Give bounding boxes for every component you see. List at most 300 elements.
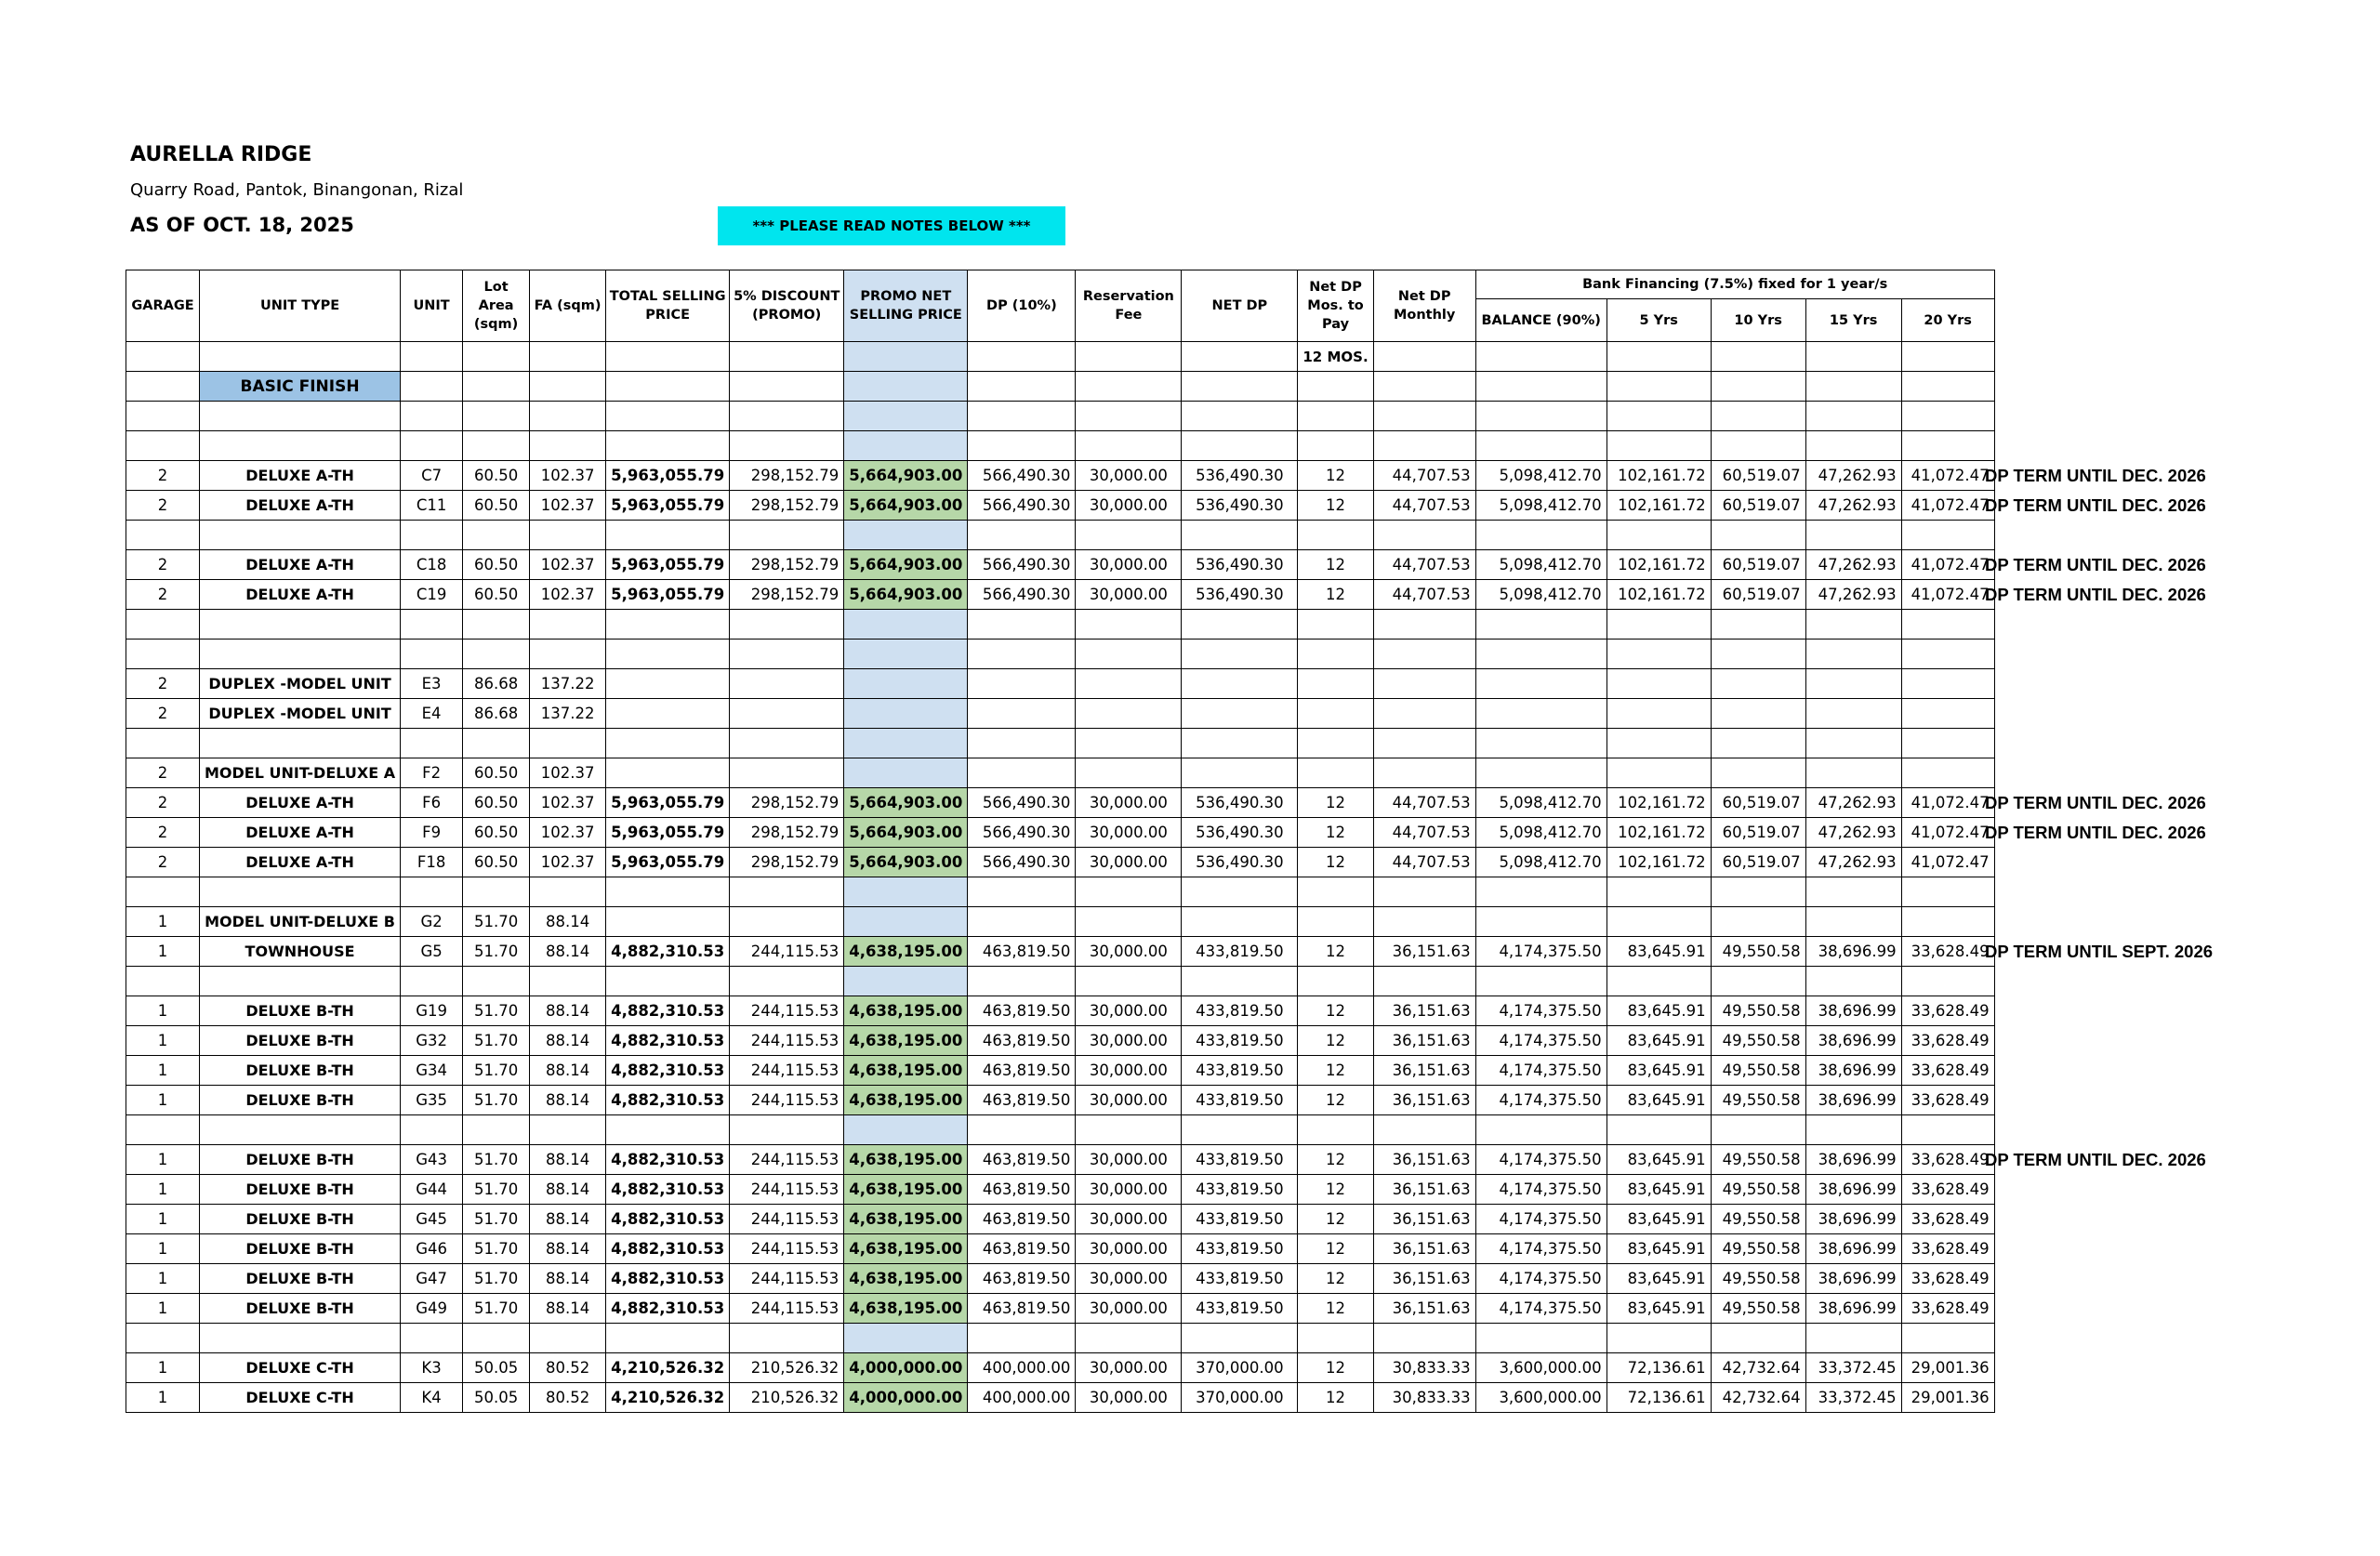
promo-net-selling-price-cell: 4,638,195.00 [844,1026,968,1056]
net-dp-cell [1182,699,1298,729]
net-dp-monthly-cell [1373,907,1475,937]
unit-type-cell: MODEL UNIT-DELUXE B [200,907,401,937]
mos-to-pay-cell: 12 [1298,1353,1373,1383]
total-selling-price-cell [606,699,730,729]
five-yrs-cell: 102,161.72 [1606,461,1711,491]
garage-cell: 2 [126,848,200,877]
total-selling-price-cell: 5,963,055.79 [606,491,730,521]
net-dp-cell: 433,819.50 [1182,1294,1298,1324]
twenty-yrs-cell: 33,628.49 [1901,1205,1994,1234]
lot-area-cell: 51.70 [463,1026,530,1056]
unit-type-cell: DELUXE B-TH [200,1294,401,1324]
ten-yrs-cell: 60,519.07 [1711,580,1805,610]
net-dp-monthly-cell: 44,707.53 [1373,580,1475,610]
unit-type-cell: DELUXE B-TH [200,1234,401,1264]
unit-type-cell: MODEL UNIT-DELUXE A [200,758,401,788]
total-selling-price-cell [606,907,730,937]
mos-to-pay-cell: 12 [1298,580,1373,610]
balance-cell: 4,174,375.50 [1475,1086,1606,1115]
mos-to-pay-cell [1298,758,1373,788]
twenty-yrs-cell [1901,669,1994,699]
discount-cell: 298,152.79 [730,491,844,521]
ten-yrs-cell: 49,550.58 [1711,1026,1805,1056]
col-header-bank-financing: Bank Financing (7.5%) fixed for 1 year/s [1475,270,1994,299]
dp-cell [968,758,1076,788]
net-dp-cell: 370,000.00 [1182,1353,1298,1383]
total-selling-price-cell: 5,963,055.79 [606,550,730,580]
spacer-row [126,1324,1995,1353]
dp-cell: 566,490.30 [968,550,1076,580]
lot-area-cell: 60.50 [463,818,530,848]
net-dp-monthly-cell: 36,151.63 [1373,1294,1475,1324]
project-address: Quarry Road, Pantok, Binangonan, Rizal [130,180,464,200]
promo-net-selling-price-cell: 4,638,195.00 [844,1145,968,1175]
fa-cell: 88.14 [530,1175,606,1205]
garage-cell: 1 [126,1383,200,1413]
table-row [126,848,1995,877]
unit-cell: F18 [401,848,463,877]
table-row [126,818,1995,848]
balance-cell: 5,098,412.70 [1475,848,1606,877]
garage-cell: 1 [126,1056,200,1086]
col-header-net-dp: NET DP [1182,270,1298,342]
table-row [126,996,1995,1026]
dp-cell [968,669,1076,699]
five-yrs-cell: 102,161.72 [1606,848,1711,877]
unit-type-cell: DELUXE B-TH [200,1026,401,1056]
unit-cell: G19 [401,996,463,1026]
col-header-dp: DP (10%) [968,270,1076,342]
reservation-fee-cell: 30,000.00 [1076,1383,1182,1413]
dp-cell: 463,819.50 [968,1026,1076,1056]
dp-cell: 463,819.50 [968,1175,1076,1205]
lot-area-cell: 51.70 [463,1294,530,1324]
lot-area-cell: 51.70 [463,1145,530,1175]
garage-cell: 2 [126,550,200,580]
net-dp-monthly-cell: 36,151.63 [1373,1234,1475,1264]
net-dp-cell: 433,819.50 [1182,937,1298,967]
net-dp-cell: 370,000.00 [1182,1383,1298,1413]
dp-term-note: DP TERM UNTIL DEC. 2026 [1985,554,2206,574]
net-dp-cell: 433,819.50 [1182,1026,1298,1056]
five-yrs-cell: 83,645.91 [1606,1294,1711,1324]
total-selling-price-cell: 5,963,055.79 [606,848,730,877]
lot-area-cell: 60.50 [463,550,530,580]
unit-cell: G44 [401,1175,463,1205]
dp-term-note: DP TERM UNTIL DEC. 2026 [1985,494,2206,515]
mos-to-pay-cell [1298,669,1373,699]
col-header-mos-to-pay: Net DP Mos. to Pay [1298,270,1373,342]
discount-cell: 244,115.53 [730,1264,844,1294]
col-header-20-yrs: 20 Yrs [1901,299,1994,342]
reservation-fee-cell [1076,758,1182,788]
col-header-unit-type: UNIT TYPE [200,270,401,342]
lot-area-cell: 51.70 [463,937,530,967]
promo-net-selling-price-cell: 5,664,903.00 [844,491,968,521]
ten-yrs-cell [1711,699,1805,729]
dp-cell: 463,819.50 [968,1145,1076,1175]
five-yrs-cell: 72,136.61 [1606,1383,1711,1413]
fa-cell: 102.37 [530,818,606,848]
garage-cell: 1 [126,1234,200,1264]
unit-type-cell: DUPLEX -MODEL UNIT [200,699,401,729]
reservation-fee-cell: 30,000.00 [1076,848,1182,877]
table-row [126,1086,1995,1115]
discount-cell: 298,152.79 [730,848,844,877]
total-selling-price-cell: 4,882,310.53 [606,996,730,1026]
reservation-fee-cell: 30,000.00 [1076,1145,1182,1175]
promo-net-selling-price-cell: 4,000,000.00 [844,1383,968,1413]
twenty-yrs-cell: 41,072.47 [1901,550,1994,580]
promo-net-selling-price-cell [844,907,968,937]
table-row [126,491,1995,521]
mos-to-pay-cell: 12 [1298,818,1373,848]
five-yrs-cell [1606,758,1711,788]
five-yrs-cell: 83,645.91 [1606,1026,1711,1056]
unit-cell: G46 [401,1234,463,1264]
table-row [126,580,1995,610]
balance-cell [1475,907,1606,937]
reservation-fee-cell: 30,000.00 [1076,1205,1182,1234]
garage-cell: 1 [126,1086,200,1115]
five-yrs-cell: 83,645.91 [1606,996,1711,1026]
fa-cell: 80.52 [530,1383,606,1413]
lot-area-cell: 60.50 [463,491,530,521]
net-dp-cell: 433,819.50 [1182,1175,1298,1205]
balance-cell: 4,174,375.50 [1475,1234,1606,1264]
fa-cell: 88.14 [530,937,606,967]
ten-yrs-cell: 49,550.58 [1711,1205,1805,1234]
balance-cell: 4,174,375.50 [1475,1294,1606,1324]
net-dp-monthly-cell: 36,151.63 [1373,937,1475,967]
spacer-row [126,610,1995,640]
spacer-row [126,402,1995,431]
lot-area-cell: 51.70 [463,1086,530,1115]
ten-yrs-cell: 49,550.58 [1711,937,1805,967]
ten-yrs-cell: 49,550.58 [1711,1056,1805,1086]
reservation-fee-cell: 30,000.00 [1076,788,1182,818]
lot-area-cell: 51.70 [463,1056,530,1086]
lot-area-cell: 86.68 [463,669,530,699]
unit-type-cell: TOWNHOUSE [200,937,401,967]
fifteen-yrs-cell: 38,696.99 [1805,996,1901,1026]
fifteen-yrs-cell: 38,696.99 [1805,1294,1901,1324]
mos-to-pay-cell: 12 [1298,1056,1373,1086]
discount-cell: 244,115.53 [730,1234,844,1264]
twenty-yrs-cell: 33,628.49 [1901,1294,1994,1324]
fifteen-yrs-cell [1805,669,1901,699]
dp-cell: 400,000.00 [968,1383,1076,1413]
twenty-yrs-cell: 33,628.49 [1901,996,1994,1026]
mos-to-pay-cell: 12 [1298,1383,1373,1413]
total-selling-price-cell: 4,882,310.53 [606,1205,730,1234]
ten-yrs-cell: 60,519.07 [1711,550,1805,580]
fifteen-yrs-cell: 38,696.99 [1805,937,1901,967]
unit-type-cell: DELUXE A-TH [200,491,401,521]
promo-net-selling-price-cell: 4,638,195.00 [844,1234,968,1264]
balance-cell: 3,600,000.00 [1475,1353,1606,1383]
fa-cell: 88.14 [530,996,606,1026]
fifteen-yrs-cell: 33,372.45 [1805,1383,1901,1413]
dp-cell: 463,819.50 [968,1205,1076,1234]
reservation-fee-cell: 30,000.00 [1076,818,1182,848]
net-dp-cell: 536,490.30 [1182,818,1298,848]
total-selling-price-cell: 4,882,310.53 [606,937,730,967]
total-selling-price-cell: 5,963,055.79 [606,461,730,491]
promo-net-selling-price-cell: 4,638,195.00 [844,1056,968,1086]
table-row [126,461,1995,491]
dp-term-note: DP TERM UNTIL DEC. 2026 [1985,1149,2206,1169]
five-yrs-cell: 83,645.91 [1606,1234,1711,1264]
ten-yrs-cell: 60,519.07 [1711,491,1805,521]
dp-cell: 566,490.30 [968,818,1076,848]
col-header-10-yrs: 10 Yrs [1711,299,1805,342]
mos-to-pay-cell: 12 [1298,491,1373,521]
reservation-fee-cell: 30,000.00 [1076,937,1182,967]
balance-cell: 5,098,412.70 [1475,818,1606,848]
net-dp-monthly-cell: 44,707.53 [1373,788,1475,818]
fa-cell: 88.14 [530,1056,606,1086]
five-yrs-cell: 102,161.72 [1606,580,1711,610]
garage-cell: 1 [126,1353,200,1383]
balance-cell [1475,758,1606,788]
unit-type-cell: DELUXE A-TH [200,788,401,818]
lot-area-cell: 60.50 [463,580,530,610]
lot-area-cell: 60.50 [463,848,530,877]
five-yrs-cell: 83,645.91 [1606,1145,1711,1175]
promo-net-selling-price-cell: 5,664,903.00 [844,580,968,610]
net-dp-cell: 536,490.30 [1182,788,1298,818]
five-yrs-cell: 102,161.72 [1606,818,1711,848]
table-row [126,937,1995,967]
garage-cell: 2 [126,580,200,610]
total-selling-price-cell: 5,963,055.79 [606,818,730,848]
twenty-yrs-cell [1901,699,1994,729]
unit-cell: E3 [401,669,463,699]
dp-term-note: DP TERM UNTIL DEC. 2026 [1985,584,2206,604]
promo-net-selling-price-cell: 4,638,195.00 [844,1086,968,1115]
table-row [126,1056,1995,1086]
table-row [126,1026,1995,1056]
spacer-row [126,431,1995,461]
fa-cell: 88.14 [530,1294,606,1324]
promo-net-selling-price-cell: 4,638,195.00 [844,1205,968,1234]
balance-cell: 4,174,375.50 [1475,1145,1606,1175]
total-selling-price-cell: 4,210,526.32 [606,1383,730,1413]
ten-yrs-cell: 49,550.58 [1711,1264,1805,1294]
fifteen-yrs-cell: 38,696.99 [1805,1056,1901,1086]
dp-cell: 463,819.50 [968,937,1076,967]
unit-cell: G2 [401,907,463,937]
balance-cell: 4,174,375.50 [1475,1056,1606,1086]
table-row [126,907,1995,937]
five-yrs-cell: 83,645.91 [1606,1086,1711,1115]
discount-cell: 210,526.32 [730,1353,844,1383]
lot-area-cell: 50.05 [463,1383,530,1413]
reservation-fee-cell: 30,000.00 [1076,1026,1182,1056]
table-row [126,1264,1995,1294]
table-row [126,1205,1995,1234]
five-yrs-cell [1606,699,1711,729]
fifteen-yrs-cell: 38,696.99 [1805,1264,1901,1294]
garage-cell: 2 [126,758,200,788]
net-dp-cell [1182,907,1298,937]
notes-banner: *** PLEASE READ NOTES BELOW *** [718,206,1065,245]
col-header-discount: 5% DISCOUNT (PROMO) [730,270,844,342]
lot-area-cell: 60.50 [463,461,530,491]
mos-to-pay-cell: 12 [1298,1145,1373,1175]
ten-yrs-cell: 42,732.64 [1711,1383,1805,1413]
fa-cell: 102.37 [530,848,606,877]
balance-cell: 5,098,412.70 [1475,550,1606,580]
discount-cell [730,758,844,788]
balance-cell: 4,174,375.50 [1475,1264,1606,1294]
unit-cell: G49 [401,1294,463,1324]
section-basic-finish: BASIC FINISH [200,372,401,402]
reservation-fee-cell: 30,000.00 [1076,491,1182,521]
total-selling-price-cell: 4,882,310.53 [606,1026,730,1056]
net-dp-cell: 536,490.30 [1182,491,1298,521]
dp-cell: 566,490.30 [968,788,1076,818]
twenty-yrs-cell: 33,628.49 [1901,1026,1994,1056]
promo-net-selling-price-cell: 4,638,195.00 [844,937,968,967]
mos-to-pay-cell [1298,699,1373,729]
ten-yrs-cell [1711,669,1805,699]
dp-cell: 463,819.50 [968,996,1076,1026]
price-list-table [126,270,1995,1413]
total-selling-price-cell: 4,882,310.53 [606,1175,730,1205]
dp-term-note: DP TERM UNTIL DEC. 2026 [1985,822,2206,842]
balance-cell [1475,699,1606,729]
garage-cell: 1 [126,996,200,1026]
unit-cell: G35 [401,1086,463,1115]
total-selling-price-cell: 5,963,055.79 [606,580,730,610]
dp-cell: 566,490.30 [968,848,1076,877]
spacer-row [126,1115,1995,1145]
table-row [126,669,1995,699]
mos-to-pay-cell: 12 [1298,1264,1373,1294]
table-row [126,758,1995,788]
lot-area-cell: 50.05 [463,1353,530,1383]
garage-cell: 2 [126,491,200,521]
reservation-fee-cell: 30,000.00 [1076,1294,1182,1324]
promo-net-selling-price-cell: 4,638,195.00 [844,996,968,1026]
fa-cell: 102.37 [530,758,606,788]
five-yrs-cell: 102,161.72 [1606,788,1711,818]
dp-cell: 566,490.30 [968,491,1076,521]
mos-to-pay-cell: 12 [1298,1026,1373,1056]
total-selling-price-cell: 4,882,310.53 [606,1264,730,1294]
net-dp-monthly-cell: 36,151.63 [1373,996,1475,1026]
unit-type-cell: DELUXE A-TH [200,550,401,580]
net-dp-monthly-cell: 30,833.33 [1373,1353,1475,1383]
five-yrs-cell: 83,645.91 [1606,1264,1711,1294]
fifteen-yrs-cell: 47,262.93 [1805,818,1901,848]
dp-term-note: DP TERM UNTIL SEPT. 2026 [1985,941,2214,961]
unit-type-cell: DELUXE C-TH [200,1353,401,1383]
balance-cell: 4,174,375.50 [1475,1205,1606,1234]
net-dp-cell: 433,819.50 [1182,996,1298,1026]
as-of-date: AS OF OCT. 18, 2025 [130,214,354,236]
lot-area-cell: 51.70 [463,1234,530,1264]
mos-to-pay-cell [1298,907,1373,937]
spacer-row [126,967,1995,996]
net-dp-cell: 433,819.50 [1182,1056,1298,1086]
ten-yrs-cell: 49,550.58 [1711,1175,1805,1205]
net-dp-monthly-cell: 36,151.63 [1373,1175,1475,1205]
balance-cell: 4,174,375.50 [1475,937,1606,967]
mos-to-pay-cell: 12 [1298,996,1373,1026]
five-yrs-cell [1606,669,1711,699]
fa-cell: 88.14 [530,907,606,937]
net-dp-monthly-cell: 44,707.53 [1373,461,1475,491]
fifteen-yrs-cell: 38,696.99 [1805,1234,1901,1264]
discount-cell: 244,115.53 [730,1086,844,1115]
fa-cell: 137.22 [530,669,606,699]
reservation-fee-cell: 30,000.00 [1076,1234,1182,1264]
total-selling-price-cell: 4,882,310.53 [606,1234,730,1264]
spacer-row [126,640,1995,669]
net-dp-cell: 433,819.50 [1182,1145,1298,1175]
net-dp-cell [1182,758,1298,788]
reservation-fee-cell: 30,000.00 [1076,580,1182,610]
total-selling-price-cell [606,669,730,699]
discount-cell: 244,115.53 [730,1205,844,1234]
twenty-yrs-cell: 29,001.36 [1901,1383,1994,1413]
mos-to-pay-cell: 12 [1298,1205,1373,1234]
total-selling-price-cell: 4,882,310.53 [606,1145,730,1175]
net-dp-monthly-cell: 36,151.63 [1373,1086,1475,1115]
unit-type-cell: DELUXE B-TH [200,1086,401,1115]
fifteen-yrs-cell: 47,262.93 [1805,788,1901,818]
five-yrs-cell: 72,136.61 [1606,1353,1711,1383]
net-dp-cell [1182,669,1298,699]
discount-cell: 210,526.32 [730,1383,844,1413]
fifteen-yrs-cell: 47,262.93 [1805,461,1901,491]
discount-cell: 244,115.53 [730,937,844,967]
fa-cell: 102.37 [530,491,606,521]
table-row [126,1294,1995,1324]
ten-yrs-cell: 42,732.64 [1711,1353,1805,1383]
discount-cell: 298,152.79 [730,580,844,610]
ten-yrs-cell [1711,907,1805,937]
discount-cell: 244,115.53 [730,1175,844,1205]
mos-row [126,342,1995,372]
lot-area-cell: 51.70 [463,1175,530,1205]
promo-net-selling-price-cell: 4,638,195.00 [844,1264,968,1294]
unit-type-cell: DELUXE A-TH [200,461,401,491]
twenty-yrs-cell: 33,628.49 [1901,1234,1994,1264]
five-yrs-cell: 83,645.91 [1606,1056,1711,1086]
fifteen-yrs-cell: 38,696.99 [1805,1145,1901,1175]
net-dp-cell: 536,490.30 [1182,550,1298,580]
col-header-promo-net-selling-price: PROMO NET SELLING PRICE [844,270,968,342]
total-selling-price-cell [606,758,730,788]
balance-cell: 5,098,412.70 [1475,491,1606,521]
col-header-lot-area: Lot Area (sqm) [463,270,530,342]
ten-yrs-cell: 60,519.07 [1711,848,1805,877]
mos-to-pay-cell: 12 [1298,1086,1373,1115]
col-header-total-selling-price: TOTAL SELLING PRICE [606,270,730,342]
mos-to-pay-cell: 12 [1298,1234,1373,1264]
dp-cell: 463,819.50 [968,1234,1076,1264]
discount-cell: 244,115.53 [730,1056,844,1086]
mos-to-pay-cell: 12 [1298,550,1373,580]
total-selling-price-cell: 5,963,055.79 [606,788,730,818]
dp-cell: 463,819.50 [968,1056,1076,1086]
fa-cell: 137.22 [530,699,606,729]
promo-net-selling-price-cell: 5,664,903.00 [844,818,968,848]
